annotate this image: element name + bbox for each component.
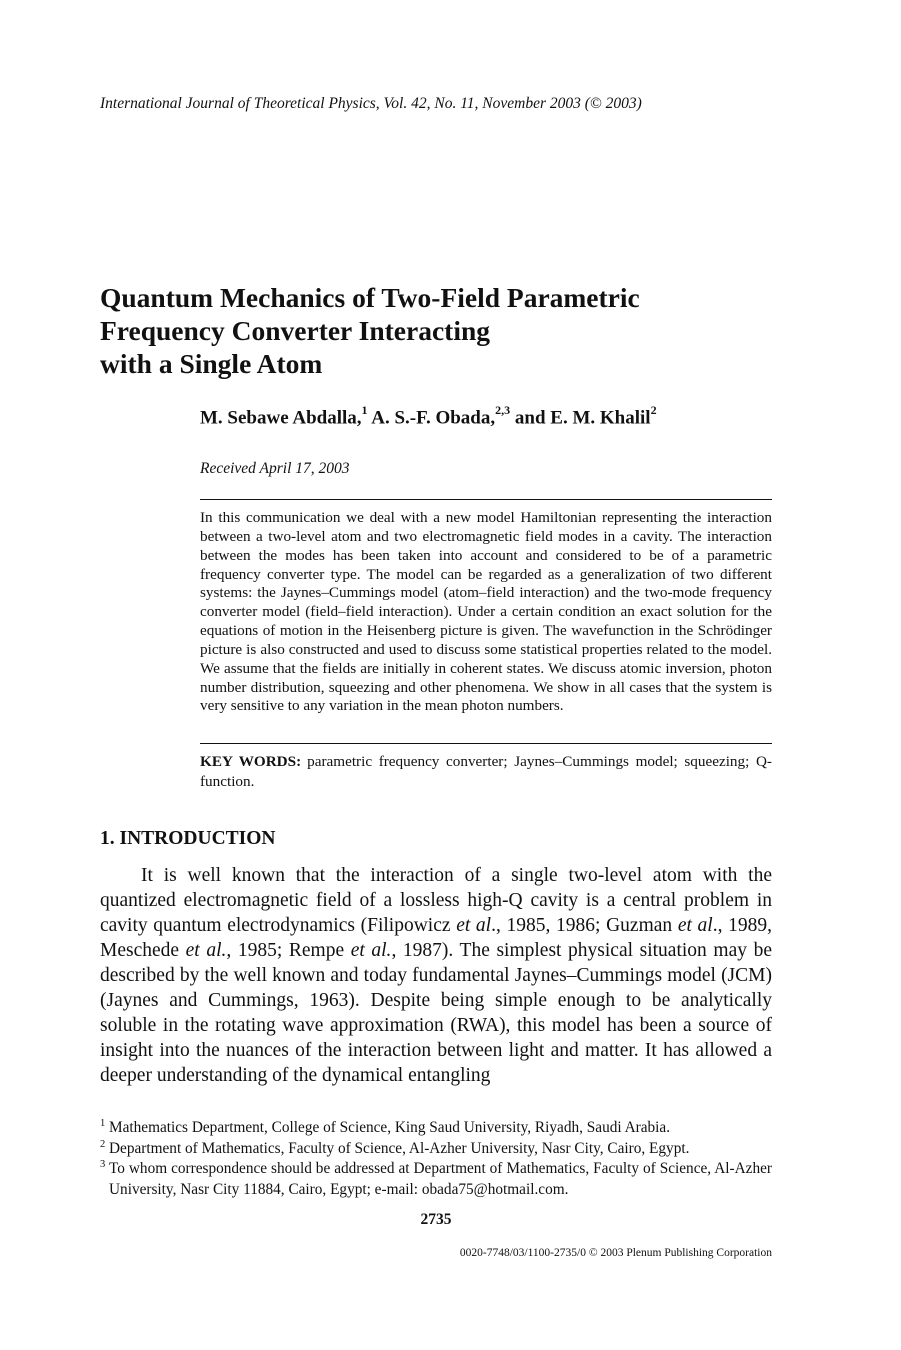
footnote-mark: 1 [100,1118,106,1129]
abstract-top-rule [200,499,772,500]
footnote-mark: 2 [100,1138,106,1150]
body-text-run: ., 1985, 1986; Guzman [491,914,678,936]
section-heading-introduction: 1. INTRODUCTION [100,828,276,849]
footnote-text: Mathematics Department, College of Science, King Saud University, Riyadh, Saudi Arabia. [109,1119,671,1136]
footnotes [100,1118,772,1200]
body-text-run: , 1987). The simplest physical situation may be described by the well known and today fundamental Jaynes–Cummings model (JCM) (Jaynes and Cummings, 1963). Despite being simple enough to be analytically soluble in the rotating wave approximation (RWA), this model has been a source of insight into the nuances of the interaction between light and matter. It has allowed a deeper understanding of the dynamical entangling [100,939,772,1086]
keywords-text: parametric frequency converter; Jaynes–Cummings model; squeezing; Q-function. [200,753,772,790]
body-text-run: , 1985; Rempe [226,939,351,961]
et-al-citation: et al [677,914,713,936]
footnote-3 [100,1159,772,1200]
keywords [200,752,772,791]
et-al-citation: et al. [350,939,392,961]
body-text-run: ., 1989, Meschede [100,914,772,961]
introduction-paragraph [100,864,772,1089]
et-al-citation: et al. [185,939,227,961]
author-1-affiliation-mark: 1 [361,403,368,417]
page-number: 2735 [420,1211,452,1228]
keywords-label: KEY WORDS: [200,753,302,770]
abstract-bottom-rule [200,743,772,744]
author-2-affiliation-mark: 2,3 [495,403,511,417]
copyright-line: 0020-7748/03/1100-2735/0 © 2003 Plenum Publishing Corporation [459,1247,772,1259]
author-list [200,405,657,429]
title-line-1: Quantum Mechanics of Two-Field Parametric [100,282,640,313]
journal-citation-header: International Journal of Theoretical Physics, Vol. 42, No. 11, November 2003 (© 2003) [100,95,642,112]
author-3-affiliation-mark: 2 [650,403,657,417]
title-line-3: with a Single Atom [100,348,323,379]
received-date: Received April 17, 2003 [200,460,350,477]
body-text-run: It is well known that the interaction of a single two-level atom with the quantized electromagnetic field of a lossless high-Q cavity is a central problem in cavity quantum electrodynamics (Filipowicz [100,865,772,936]
footnote-text: To whom correspondence should be addressed at Department of Mathematics, Faculty of Science, Al-Azher University, Nasr City 11884, Cairo, Egypt; e-mail: obada75@hotmail.com. [109,1160,772,1198]
author-connector: and [514,407,546,429]
et-al-citation: et al [456,914,492,936]
author-3-name: E. M. Khalil [550,407,651,429]
footnote-1 [100,1118,772,1139]
author-2-name: A. S.-F. Obada, [371,407,496,429]
abstract: In this communication we deal with a new model Hamiltonian representing the interaction between a two-level atom and two electromagnetic field modes in a cavity. The interaction between the modes has been taken into account and considered to be of a parametric frequency converter type. The model can be regarded as a generalization of two different systems: the Jaynes–Cummings model (atom–field interaction) and the two-mode frequency converter model (field–field interaction). Under a certain condition an exact solution for the equations of motion in the Heisenberg picture is given. The wavefunction in the Schrödinger picture is also constructed and used to discuss some statistical properties related to the model. We assume that the fields are initially in coherent states. We discuss atomic inversion, photon number distribution, squeezing and other phenomena. We show in all cases that the system is very sensitive to any variation in the mean photon numbers. [200,509,772,715]
footnote-2 [100,1139,772,1160]
paper-title [100,281,800,380]
title-line-2: Frequency Converter Interacting [100,315,491,346]
footnote-text: Department of Mathematics, Faculty of Science, Al-Azher University, Nasr City, Cairo, Egypt. [109,1139,690,1157]
author-1-name: M. Sebawe Abdalla, [200,407,362,429]
footnote-mark: 3 [100,1159,106,1170]
